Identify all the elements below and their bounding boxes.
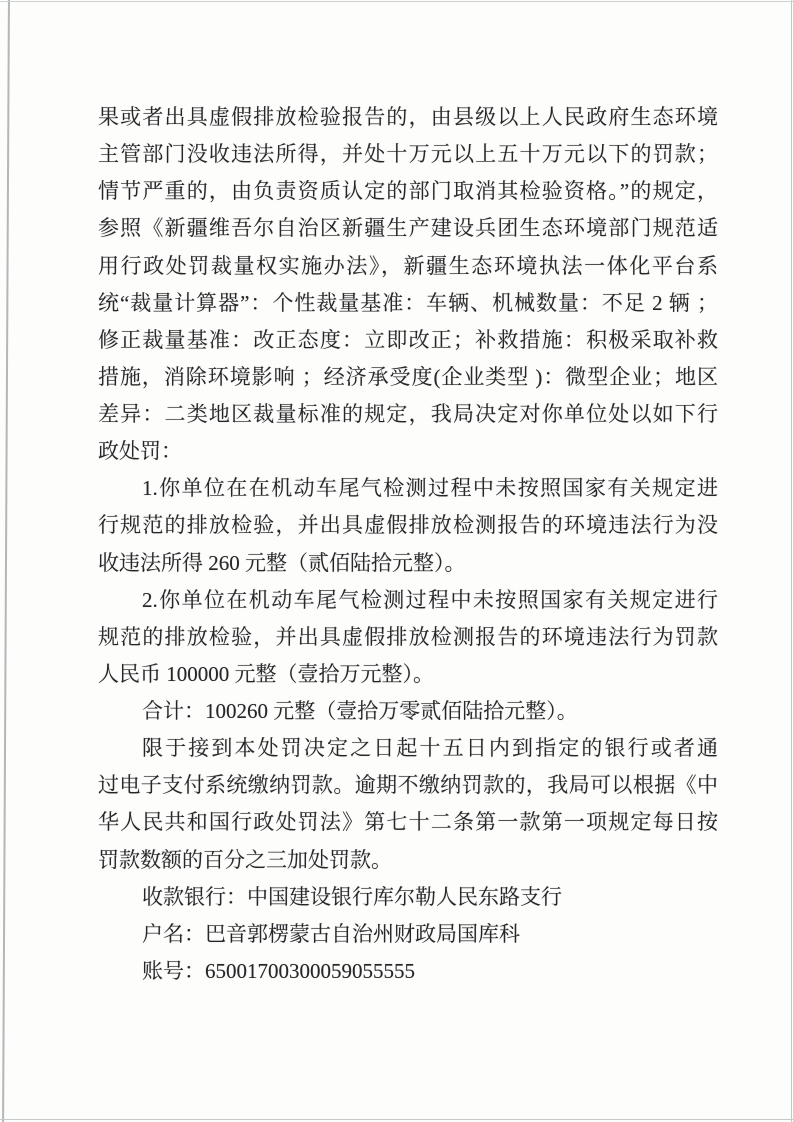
text-line: 收违法所得 260 元整（贰佰陆拾元整）。 bbox=[98, 550, 466, 575]
text-line: 过电子支付系统缴纳罚款。逾期不缴纳罚款的，我局可以根据《中 bbox=[98, 773, 718, 798]
text-line: 罚款数额的百分之三加处罚款。 bbox=[98, 847, 392, 872]
scan-edge-bottom bbox=[0, 1119, 793, 1120]
text-line: 差异：二类地区裁量标准的规定，我局决定对你单位处以如下行 bbox=[98, 402, 718, 426]
text-line-account-number: 账号：65001700300059055555 bbox=[142, 958, 415, 983]
scan-edge-right bbox=[791, 0, 792, 1122]
scan-edge-top bbox=[0, 1, 793, 2]
document-text-block bbox=[98, 99, 718, 990]
text-line: 措施，消除环境影响 ；经济承受度(企业类型 )：微型企业；地区 bbox=[98, 364, 718, 389]
text-line-penalty-item-1: 1.你单位在在机动车尾气检测过程中未按照国家有关规定进 bbox=[142, 476, 718, 501]
text-line: 政处罚： bbox=[98, 439, 182, 464]
scan-edge-left bbox=[2, 0, 10, 1122]
text-line: 果或者出具虚假排放检验报告的，由县级以上人民政府生态环境 bbox=[98, 105, 718, 129]
text-line-account-name: 户名：巴音郭楞蒙古自治州财政局国库科 bbox=[142, 921, 520, 946]
text-line: 参照《新疆维吾尔自治区新疆生产建设兵团生态环境部门规范适 bbox=[98, 216, 718, 241]
text-line-penalty-item-2: 2.你单位在机动车尾气检测过程中未按照国家有关规定进行 bbox=[142, 587, 718, 612]
text-line: 用行政处罚裁量权实施办法》，新疆生态环境执法一体化平台系 bbox=[98, 253, 718, 278]
text-line: 限于接到本处罚决定之日起十五日内到指定的银行或者通 bbox=[142, 736, 718, 761]
text-line: 主管部门没收违法所得，并处十万元以上五十万元以下的罚款； bbox=[98, 142, 718, 167]
text-line-total: 合计：100260 元整（壹拾万零贰佰陆拾元整）。 bbox=[142, 699, 578, 723]
text-line-receiving-bank: 收款银行：中国建设银行库尔勒人民东路支行 bbox=[142, 884, 562, 909]
text-line: 修正裁量基准：改正态度：立即改正；补救措施：积极采取补救 bbox=[98, 327, 718, 352]
text-line: 情节严重的，由负责资质认定的部门取消其检验资格。”的规定， bbox=[98, 179, 718, 204]
text-line: 行规范的排放检验，并出具虚假排放检测报告的环境违法行为没 bbox=[98, 513, 718, 538]
text-line: 统“裁量计算器”：个性裁量基准：车辆、机械数量：不足 2 辆 ； bbox=[98, 290, 718, 315]
text-line: 规范的排放检验，并出具虚假排放检测报告的环境违法行为罚款 bbox=[98, 624, 718, 649]
text-line: 人民币 100000 元整（壹拾万元整）。 bbox=[98, 661, 434, 686]
text-line: 华人民共和国行政处罚法》第七十二条第一款第一项规定每日按 bbox=[98, 810, 718, 835]
